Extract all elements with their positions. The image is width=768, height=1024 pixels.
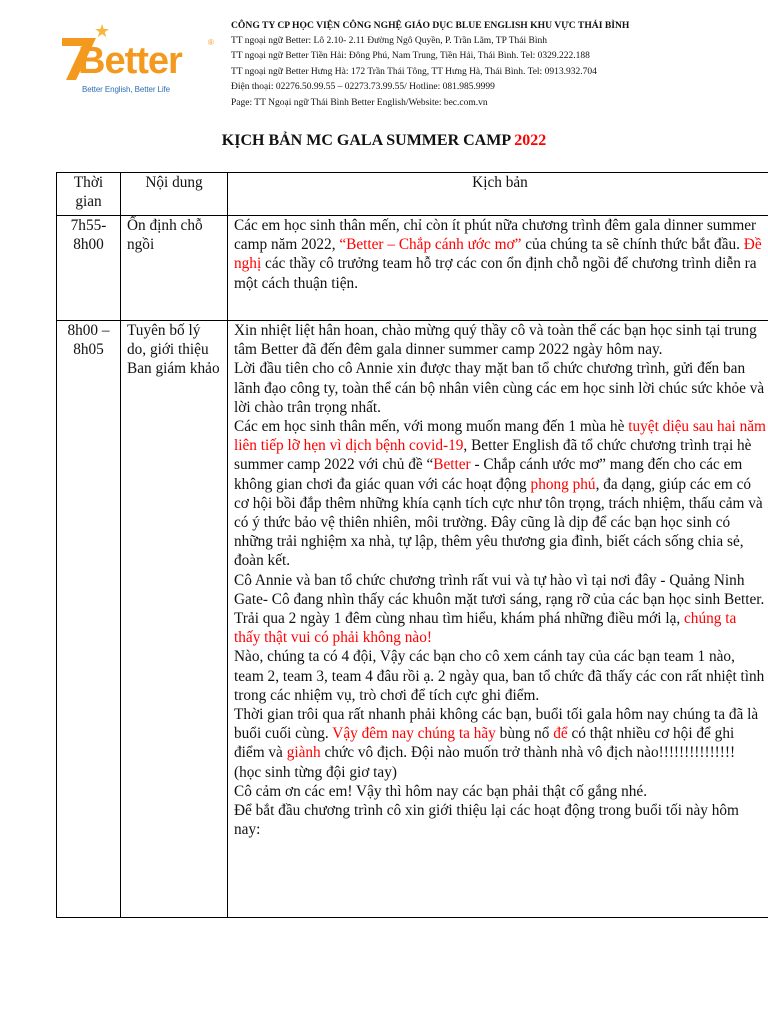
header-time: Thời gian xyxy=(57,173,121,216)
header-line-2: TT ngoại ngữ Better Tiền Hải: Đông Phú, Nam Trung, Tiền Hải, Thái Bình. Tel: 0329.222.188 xyxy=(231,51,590,61)
logo-star-icon: ★ xyxy=(94,21,111,41)
logo-registered-icon: ® xyxy=(208,38,214,47)
row2-paragraph xyxy=(234,705,766,782)
highlighted-text: Better xyxy=(433,456,471,474)
row2-paragraph xyxy=(234,782,766,801)
company-name: CÔNG TY CP HỌC VIỆN CÔNG NGHỆ GIÁO DỤC BLUE ENGLISH KHU VỰC THÁI BÌNH xyxy=(231,20,630,31)
text-run: , Better English đã tổ chức chương trình trại hè summer camp 2022 với chủ đề “ xyxy=(234,437,752,474)
text-run: - Chắp cánh ước mơ” mang đến cho các em không gian chơi đa giác quan với các hoạt động xyxy=(234,456,743,493)
logo-tagline: Better English, Better Life xyxy=(82,85,171,94)
header-line-1: TT ngoại ngữ Better: Lô 2.10- 2.11 Đường Ngô Quyền, P. Trần Lãm, TP Thái Bình xyxy=(231,35,547,46)
logo-wordmark: Better xyxy=(78,40,182,82)
highlighted-text: Đề nghị xyxy=(234,236,762,273)
table-row xyxy=(57,216,768,321)
title-year: 2022 xyxy=(514,132,547,149)
row2-script xyxy=(228,321,768,918)
highlighted-text: chúng ta thấy thật vui có phải không nào! xyxy=(234,610,737,647)
text-run: của chúng ta sẽ chính thức bắt đầu. xyxy=(521,236,744,254)
text-run: Thời gian trôi qua rất nhanh phải không các bạn, buổi tối gala hôm nay chúng ta đã là buổi cuối cùng. xyxy=(234,706,759,743)
table-header-row xyxy=(57,173,768,216)
highlighted-text: để xyxy=(553,725,568,743)
header-script: Kịch bản xyxy=(228,173,768,216)
text-run: Cô Annie và ban tổ chức chương trình rất vui và tự hào vì tại nơi đây - Quảng Ninh Gate- Cô đang nhìn thấy các khuôn mặt tươi sáng, rạng rỡ của các bạn học sinh Better. Trải qua 2 ngày 1 đêm cùng nhau tìm hiểu, khám phá những điều mới lạ, xyxy=(234,571,765,628)
highlighted-text: Vậy đêm nay chúng ta hãy xyxy=(332,725,496,743)
highlighted-text: giành xyxy=(286,744,321,762)
row1-time: 7h55-8h00 xyxy=(57,216,121,321)
row1-script xyxy=(228,216,768,321)
text-run: Để bắt đầu chương trình cô xin giới thiệu lại các hoạt động trong buổi tối này hôm nay: xyxy=(234,802,739,839)
row2-time: 8h00 – 8h05 xyxy=(57,321,121,918)
company-header xyxy=(231,18,751,111)
title-text: KỊCH BẢN MC GALA SUMMER CAMP xyxy=(221,132,511,149)
row2-paragraph xyxy=(234,417,766,571)
text-run: có thật nhiều cơ hội để ghi điểm và xyxy=(234,725,735,762)
text-run: Cô cảm ơn các em! Vậy thì hôm nay các bạn phải thật cố gắng nhé. xyxy=(234,782,648,800)
row2-paragraph xyxy=(234,571,766,648)
text-run: các thầy cô trưởng team hỗ trợ các con ổn định chỗ ngồi để chương trình diễn ra một cách thuận tiện. xyxy=(234,255,757,292)
header-line-3: TT ngoại ngữ Better Hưng Hà: 172 Trần Thái Tông, TT Hưng Hà, Thái Bình. Tel: 0913.932.704 xyxy=(231,66,597,77)
row1-script-text xyxy=(234,216,766,293)
better-logo xyxy=(58,22,218,102)
highlighted-text: phong phú xyxy=(530,475,596,493)
row2-paragraph xyxy=(234,359,766,417)
row2-content: Tuyên bố lý do, giới thiệu Ban giám khảo xyxy=(121,321,228,918)
highlighted-text: “Better – Chắp cánh ước mơ” xyxy=(339,236,522,254)
text-run: Lời đầu tiên cho cô Annie xin được thay mặt ban tổ chức chương trình, gửi đến ban lãnh đạo công ty, toàn thể cán bộ nhân viên cùng các em học sinh lời chúc sức khỏe và lời chào trân trọng nhất. xyxy=(234,360,765,416)
header-line-5: Page: TT Ngoại ngữ Thái Bình Better English/Website: bec.com.vn xyxy=(231,97,488,108)
header-content: Nội dung xyxy=(121,173,228,216)
text-run: Các em học sinh thân mến, với mong muốn mang đến 1 mùa hè xyxy=(234,418,629,436)
row1-content: Ổn định chỗ ngồi xyxy=(121,216,228,321)
table-row xyxy=(57,321,768,918)
script-table xyxy=(56,172,768,918)
text-run: chức vô địch. Đội nào muốn trở thành nhà vô địch nào!!!!!!!!!!!!!!! (học sinh từng đội giơ tay) xyxy=(234,744,736,781)
text-run: Xin nhiệt liệt hân hoan, chào mừng quý thầy cô và toàn thể các bạn học sinh tại trung tâm Better đã đến đêm gala dinner summer camp 2022 ngày hôm nay. xyxy=(234,322,757,359)
highlighted-text: tuyệt diệu sau hai năm liên tiếp lỡ hẹn vì dịch bệnh covid-19 xyxy=(234,418,766,455)
text-run: Các em học sinh thân mến, chỉ còn ít phút nữa chương trình đêm gala dinner summer camp năm 2022, xyxy=(234,217,757,254)
row2-paragraph xyxy=(234,801,766,839)
text-run: bùng nổ xyxy=(495,725,554,743)
text-run: , đa dạng, giúp các em có cơ hội bồi đắp thêm những khía cạnh tích cực như tôn trọng, trách nhiệm, thấu cảm và có ý thức bảo vệ thiên nhiên, môi trường. Đây cũng là dịp để các bạn học sinh có những trải nghiệm xa nhà, tự lập, thêm yêu thương gia đình, biết cách sống chia sẻ, đoàn kết. xyxy=(234,475,763,570)
header-line-4: Điện thoại: 02276.50.99.55 – 02273.73.99.55/ Hotline: 081.985.9999 xyxy=(231,82,495,92)
text-run: Nào, chúng ta có 4 đội, Vậy các bạn cho cô xem cánh tay của các bạn team 1 nào, team 2, team 3, team 4 đâu rồi ạ. 2 ngày qua, ban tổ chức đã thấy các con rất nhiệt tình trong các nhiệm vụ, trò chơi để tích cực ghi điểm. xyxy=(234,648,765,704)
row2-paragraph xyxy=(234,321,766,359)
document-title xyxy=(0,132,768,150)
row2-paragraph xyxy=(234,647,766,705)
